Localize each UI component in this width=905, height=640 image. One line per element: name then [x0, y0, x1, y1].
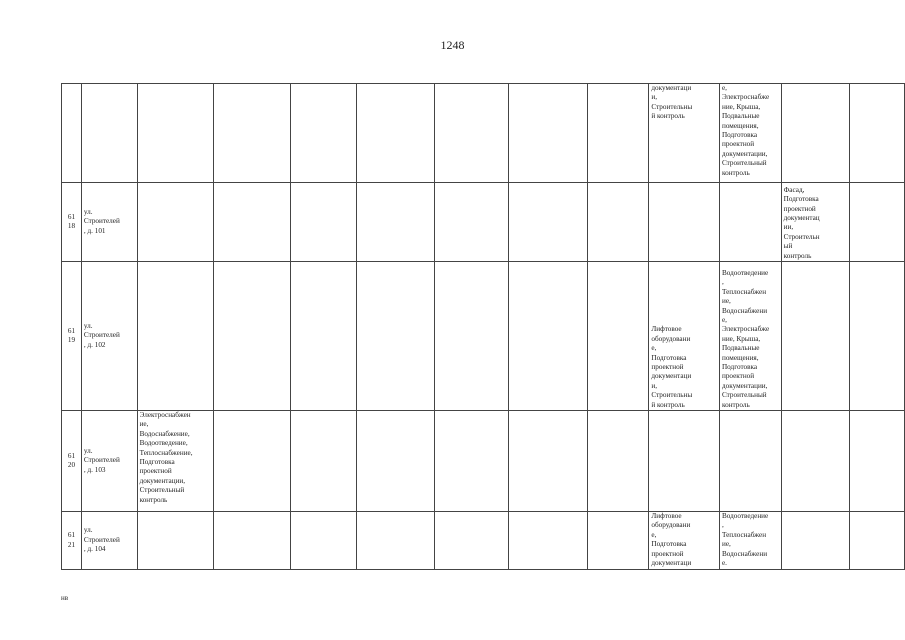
- footer-mark: нв: [61, 594, 69, 602]
- empty-cell: [290, 262, 357, 411]
- row-number: 61 18: [62, 183, 82, 262]
- work-cell: [137, 262, 214, 411]
- table-row: [62, 84, 905, 183]
- address-cell: [81, 84, 137, 183]
- work-cell: [719, 183, 781, 262]
- address-cell: ул. Строителей , д. 102: [81, 262, 137, 411]
- work-cell: е, Электроснабже ние, Крыша, Подвальные помещения, Подготовка проектной документации, Строительный контроль: [719, 84, 781, 183]
- empty-cell: [357, 84, 435, 183]
- empty-cell: [214, 262, 291, 411]
- work-cell: [781, 262, 850, 411]
- empty-cell: [509, 183, 588, 262]
- work-cell: Лифтовое оборудовани е, Подготовка проектной документаци и, Строительны й контроль: [649, 262, 720, 411]
- empty-cell: [290, 512, 357, 570]
- work-cell: Фасад, Подготовка проектной документац ии, Строительн ый контроль: [781, 183, 850, 262]
- work-cell: [137, 84, 214, 183]
- empty-cell: [587, 183, 649, 262]
- work-cell: [719, 411, 781, 512]
- work-cell: [137, 183, 214, 262]
- work-cell: [781, 84, 850, 183]
- empty-cell: [357, 183, 435, 262]
- empty-cell: [214, 84, 291, 183]
- work-cell: Водоотведение , Теплоснабжен ие, Водоснабжени е.: [719, 512, 781, 570]
- empty-cell: [357, 262, 435, 411]
- empty-cell: [214, 183, 291, 262]
- table-row: [62, 262, 905, 411]
- empty-cell: [509, 512, 588, 570]
- work-cell: [649, 183, 720, 262]
- empty-cell: [290, 183, 357, 262]
- address-cell: ул. Строителей , д. 103: [81, 411, 137, 512]
- work-cell: Электроснабжен ие, Водоснабжение, Водоотведение, Теплоснабжение, Подготовка проектной документации, Строительный контроль: [137, 411, 214, 512]
- empty-cell: [587, 411, 649, 512]
- empty-cell: [357, 411, 435, 512]
- row-number: [62, 84, 82, 183]
- empty-cell: [357, 512, 435, 570]
- work-cell: документаци и, Строительны й контроль: [649, 84, 720, 183]
- work-cell: [781, 411, 850, 512]
- work-cell: [649, 411, 720, 512]
- row-number: 61 19: [62, 262, 82, 411]
- empty-cell: [850, 512, 905, 570]
- empty-cell: [509, 262, 588, 411]
- empty-cell: [509, 411, 588, 512]
- table-row: [62, 411, 905, 512]
- empty-cell: [850, 262, 905, 411]
- empty-cell: [290, 84, 357, 183]
- table-row: [62, 183, 905, 262]
- empty-cell: [434, 512, 509, 570]
- empty-cell: [850, 183, 905, 262]
- empty-cell: [587, 512, 649, 570]
- address-cell: ул. Строителей , д. 104: [81, 512, 137, 570]
- empty-cell: [850, 84, 905, 183]
- row-number: 61 21: [62, 512, 82, 570]
- empty-cell: [587, 262, 649, 411]
- work-cell: Водоотведение , Теплоснабжен ие, Водоснабжени е, Электроснабже ние, Крыша, Подвальные помещения, Подготовка проектной документации, Строительный контроль: [719, 262, 781, 411]
- address-cell: ул. Строителей , д. 101: [81, 183, 137, 262]
- row-number: 61 20: [62, 411, 82, 512]
- empty-cell: [434, 183, 509, 262]
- page-number: 1248: [440, 38, 465, 52]
- works-table: [61, 83, 905, 570]
- empty-cell: [290, 411, 357, 512]
- empty-cell: [850, 411, 905, 512]
- empty-cell: [587, 84, 649, 183]
- work-cell: [781, 512, 850, 570]
- empty-cell: [509, 84, 588, 183]
- work-cell: [137, 512, 214, 570]
- table-row: [62, 512, 905, 570]
- empty-cell: [214, 512, 291, 570]
- empty-cell: [434, 262, 509, 411]
- work-cell: Лифтовое оборудовани е, Подготовка проектной документаци: [649, 512, 720, 570]
- empty-cell: [434, 84, 509, 183]
- empty-cell: [214, 411, 291, 512]
- empty-cell: [434, 411, 509, 512]
